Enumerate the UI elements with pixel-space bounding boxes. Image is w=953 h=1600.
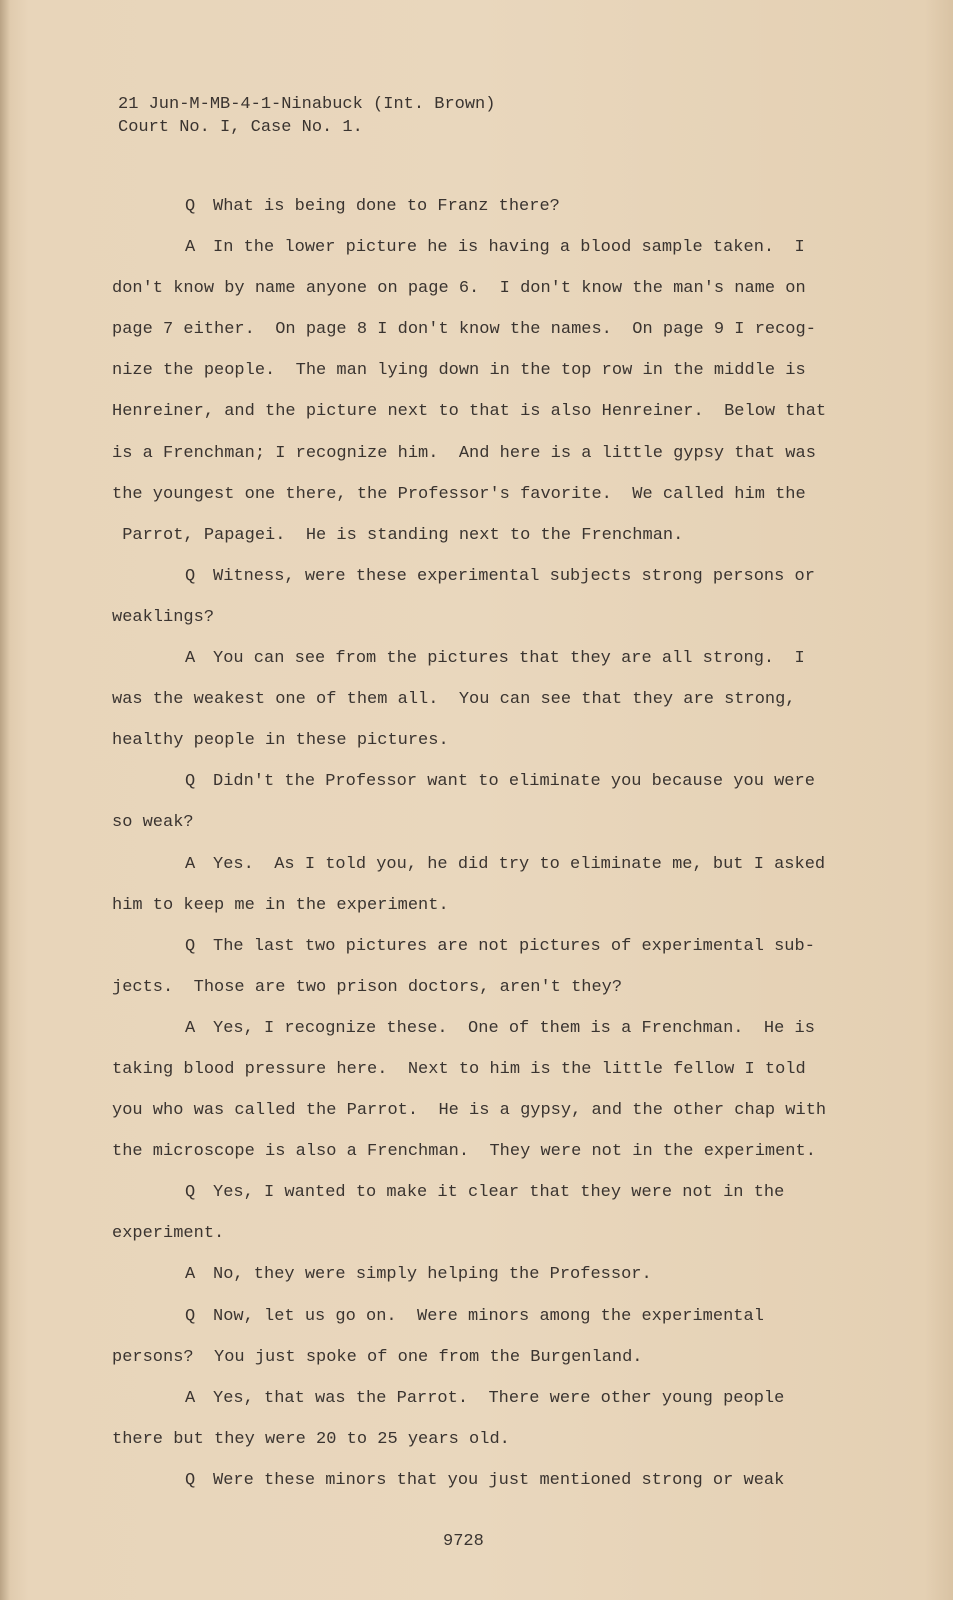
line-text: Parrot, Papagei. He is standing next to the Frenchman. — [112, 525, 684, 545]
paragraph-line — [112, 1056, 852, 1097]
paragraph-first-line — [112, 1467, 852, 1508]
speaker-label: A — [185, 649, 196, 669]
line-text: so weak? — [112, 813, 194, 833]
line-text: Yes, I recognize these. One of them is a Frenchman. He is — [213, 1018, 815, 1038]
line-text: You can see from the pictures that they are all strong. I — [213, 649, 805, 669]
paragraph-line — [112, 275, 852, 316]
line-text: Now, let us go on. Were minors among the experimental — [213, 1306, 764, 1326]
line-text: Henreiner, and the picture next to that is also Henreiner. Below that — [112, 402, 827, 422]
line-text: there but they were 20 to 25 years old. — [112, 1429, 510, 1449]
paragraph-first-line — [112, 1179, 852, 1220]
line-text: him to keep me in the experiment. — [112, 895, 449, 915]
paragraph-line — [112, 357, 852, 398]
line-text: is a Frenchman; I recognize him. And here is a little gypsy that was — [112, 443, 816, 463]
paragraph-line — [112, 604, 852, 645]
line-text: persons? You just spoke of one from the Burgenland. — [112, 1347, 643, 1367]
transcript-body — [112, 193, 852, 1508]
paragraph-line — [112, 1426, 852, 1467]
speaker-label: A — [185, 238, 196, 258]
paragraph-first-line — [112, 768, 852, 809]
line-text: the microscope is also a Frenchman. They were not in the experiment. — [112, 1142, 816, 1162]
paragraph-first-line — [112, 645, 852, 686]
paragraph-line — [112, 1344, 852, 1385]
speaker-label: Q — [185, 1470, 196, 1490]
paragraph-first-line — [112, 1303, 852, 1344]
header-line-2: Court No. I, Case No. 1. — [118, 118, 363, 137]
paragraph-line — [112, 686, 852, 727]
paragraph-line — [112, 974, 852, 1015]
line-text: What is being done to Franz there? — [213, 197, 560, 216]
speaker-label: Q — [185, 772, 196, 792]
paragraph-line — [112, 440, 852, 481]
paragraph-first-line — [112, 851, 852, 892]
speaker-label: A — [185, 1018, 196, 1038]
speaker-label: Q — [185, 1306, 196, 1326]
paragraph-first-line — [112, 1385, 852, 1426]
paragraph-first-line — [112, 563, 852, 604]
paragraph-first-line — [112, 1261, 852, 1302]
speaker-label: Q — [185, 1183, 196, 1203]
line-text: don't know by name anyone on page 6. I don't know the man's name on — [112, 279, 806, 299]
speaker-label: A — [185, 1388, 196, 1408]
line-text: jects. Those are two prison doctors, aren't they? — [112, 977, 623, 997]
paragraph-first-line — [112, 234, 852, 275]
line-text: Witness, were these experimental subjects strong persons or — [213, 566, 815, 586]
speaker-label: A — [185, 854, 196, 874]
line-text: nize the people. The man lying down in the top row in the middle is — [112, 361, 806, 381]
line-text: The last two pictures are not pictures of experimental sub- — [213, 936, 815, 956]
line-text: Yes, that was the Parrot. There were other young people — [213, 1388, 785, 1408]
paragraph-line — [112, 727, 852, 768]
line-text: experiment. — [112, 1224, 225, 1244]
line-text: you who was called the Parrot. He is a gypsy, and the other chap with — [112, 1101, 827, 1121]
paragraph-line — [112, 522, 852, 563]
line-text: page 7 either. On page 8 I don't know the names. On page 9 I recog- — [112, 320, 816, 340]
line-text: Were these minors that you just mentioned strong or weak — [213, 1470, 785, 1490]
paragraph-line — [112, 398, 852, 439]
line-text: No, they were simply helping the Professor. — [213, 1265, 652, 1285]
paragraph-line — [112, 481, 852, 522]
paragraph-line — [112, 1097, 852, 1138]
paragraph-line — [112, 1138, 852, 1179]
line-text: Yes, I wanted to make it clear that they were not in the — [213, 1183, 785, 1203]
document-header — [118, 93, 495, 139]
paragraph-first-line — [112, 933, 852, 974]
header-line-1: 21 Jun-M-MB-4-1-Ninabuck (Int. Brown) — [118, 95, 496, 114]
line-text: the youngest one there, the Professor's favorite. We called him the — [112, 484, 806, 504]
speaker-label: A — [185, 1265, 196, 1285]
speaker-label: Q — [185, 197, 196, 216]
paragraph-first-line — [112, 1015, 852, 1056]
line-text: was the weakest one of them all. You can see that they are strong, — [112, 690, 796, 710]
paragraph-line — [112, 316, 852, 357]
speaker-label: Q — [185, 566, 196, 586]
page-number: 9728 — [443, 1532, 484, 1551]
line-text: weaklings? — [112, 607, 215, 627]
line-text: Yes. As I told you, he did try to eliminate me, but I asked — [213, 854, 826, 874]
paragraph-line — [112, 892, 852, 933]
paragraph-first-line — [112, 193, 852, 234]
speaker-label: Q — [185, 936, 196, 956]
paragraph-line — [112, 809, 852, 850]
line-text: Didn't the Professor want to eliminate you because you were — [213, 772, 815, 792]
line-text: healthy people in these pictures. — [112, 731, 449, 751]
page-edge — [0, 0, 10, 1600]
line-text: taking blood pressure here. Next to him is the little fellow I told — [112, 1059, 806, 1079]
line-text: In the lower picture he is having a blood sample taken. I — [213, 238, 805, 258]
paragraph-line — [112, 1220, 852, 1261]
